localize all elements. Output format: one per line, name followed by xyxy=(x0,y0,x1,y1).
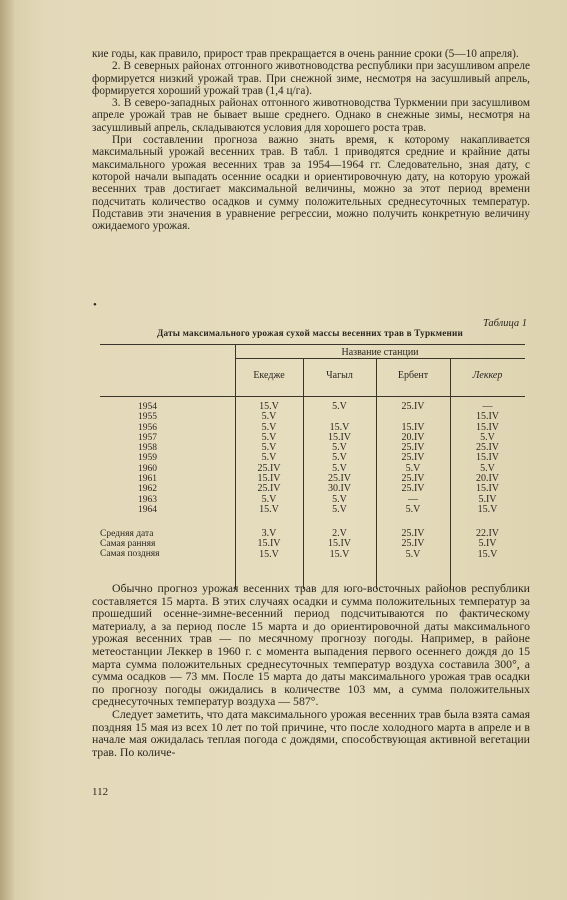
table-year-cell: 1959 xyxy=(138,453,157,464)
paragraph: кие годы, как правило, прирост трав прекращается в очень ранние сроки (5—10 апреля). xyxy=(92,48,519,60)
table-rule xyxy=(235,358,525,359)
table-cell: 15.IV xyxy=(475,483,500,495)
table-rule xyxy=(100,396,525,397)
table-summary-column xyxy=(376,529,450,560)
table-summary-cell: 5.IV xyxy=(478,538,497,550)
table-cell: 15.IV xyxy=(475,452,500,464)
table-cell: 15.V xyxy=(477,503,498,515)
table-cell: 5.V xyxy=(261,493,277,505)
table-column-header: Леккер xyxy=(472,370,503,381)
table-summary-cell: 15.IV xyxy=(257,538,281,550)
table-summary-cell: 3.V xyxy=(261,528,277,539)
table-year-cell: 1961 xyxy=(138,474,157,485)
table-cell: 5.V xyxy=(332,503,347,515)
table-cell: 5.V xyxy=(261,452,277,464)
table-cell: 15.V xyxy=(259,401,279,412)
table-cell: — xyxy=(408,493,418,505)
table-cell: 5.IV xyxy=(478,493,497,505)
table-cell: 5.V xyxy=(261,442,277,454)
table-cell: 15.IV xyxy=(401,421,425,433)
table-column-header: Ербент xyxy=(397,370,429,381)
paragraph: Следует заметить, что дата максимального урожая весенних трав была взята самая поздняя 15 мая из всех 10 лет по той причине, что после холодного марта в апреле и в начале мая ожидалась теплая погода с дождями, способствующая активной вегетации трав. По количе- xyxy=(92,706,530,759)
paragraph: 3. В северо-западных районах отгонного животноводства Туркмении при засушливом апреле урожай трав не бывает выше среднего. Однако в снежные зимы, несмотря на засушливый апрель, складываются условия для хорошего роста трав. xyxy=(92,97,530,134)
table-summary-labels xyxy=(100,529,160,559)
table-cell: 25.IV xyxy=(401,452,425,464)
table-cell: 25.IV xyxy=(327,473,352,485)
table-cell: 20.IV xyxy=(401,431,425,443)
table-cell: 25.IV xyxy=(401,442,425,454)
table-cell: 5.V xyxy=(405,503,421,515)
table-cell: 15.IV xyxy=(475,421,500,433)
table-cell: 25.IV xyxy=(257,483,281,495)
table-cell: 5.V xyxy=(332,401,347,412)
table-cell: 5.V xyxy=(261,431,277,443)
paragraph: При составлении прогноза важно знать время, к которому накапливается максимальный урожай весенних трав. В табл. 1 приводятся средние и крайние даты максимального урожая весенних трав за 1954—1964 гг. Следовательно, зная дату, с которой начали выпадать осенние осадки и ориентировочную дату, на которую урожай весенних трав достигает максимальной величины, можно за этот период времени подсчитать количество осадков и сумму положительных среднесуточных температур. Подставив эти значения в уравнение регрессии, можно получить конкретную величину ожидаемого урожая. xyxy=(92,134,530,233)
table-data-column xyxy=(303,402,376,515)
table-cell: 5.V xyxy=(480,431,495,443)
table-summary-cell: 25.IV xyxy=(401,538,425,550)
table-year-cell: 1960 xyxy=(138,463,157,474)
table-summary-cell: 15.V xyxy=(329,548,350,560)
table-summary-label: Самая поздняя xyxy=(100,549,160,559)
lower-text-block xyxy=(92,582,530,758)
table-year-cell: 1956 xyxy=(138,422,157,433)
table-summary-cell: 2.V xyxy=(332,528,347,539)
table-column-header: Чагыл xyxy=(326,370,353,381)
table-cell: 5.V xyxy=(261,411,277,423)
table-year-cell: 1963 xyxy=(138,494,157,505)
table-year-cell: 1962 xyxy=(138,484,157,495)
table-summary-column xyxy=(235,529,303,560)
table-summary-cell: 25.IV xyxy=(401,528,425,539)
table-cell: 15.IV xyxy=(475,411,500,423)
table-cell: 15.IV xyxy=(257,473,281,485)
table-data-column xyxy=(235,402,303,515)
paragraph: 2. В северных районах отгонного животноводства республики при засушливом апреле формируется низкий урожай трав. При снежной зиме, несмотря на засушливый апрель, формируется хороший урожай трав (1,4 ц/га). xyxy=(92,60,530,97)
table-number: Таблица 1 xyxy=(482,318,527,329)
table-cell: 25.IV xyxy=(257,462,281,474)
table-year-cell: 1955 xyxy=(138,412,157,423)
table-years-column xyxy=(138,402,157,515)
upper-text-block xyxy=(92,48,530,232)
table-cell: 5.V xyxy=(332,493,347,505)
page-number: 112 xyxy=(92,786,109,798)
table-cell: 5.V xyxy=(480,462,495,474)
table-cell: 5.V xyxy=(332,462,347,474)
table-column-header: Екедже xyxy=(253,370,285,381)
table-cell: 5.V xyxy=(405,462,421,474)
table-cell: 25.IV xyxy=(401,401,425,412)
paragraph: Обычно прогноз урожая весенних трав для юго-восточных районов республики составляется 15 марта. В этих случаях осадки и сумма положительных температур за прошедший осенне-зимне-весенний период подсчитываются по фактическому материалу, а за период после 15 марта и до ориентировочной даты максимального урожая весенних трав — по месячному прогнозу погоды. Например, в районе метеостанции Леккер в 1960 г. с момента выпадения первого осеннего дождя до 15 марта сумма положительных среднесуточных температур воздуха составила 300°, а сумма осадков — 73 мм. После 15 марта до даты максимального урожая трав осадки по прогнозу погоды ожидались в количестве 103 мм, а сумма положительных среднесуточных температур воздуха — 587°. xyxy=(92,581,530,709)
table-rule xyxy=(100,344,525,345)
table-cell: 5.V xyxy=(332,442,347,454)
table-summary-column xyxy=(450,529,525,560)
table-cell: 15.IV xyxy=(327,431,352,443)
table-year-cell: 1958 xyxy=(138,443,157,454)
table-summary-label: Средняя дата xyxy=(100,529,154,539)
table-caption: Даты максимального урожая сухой массы весенних трав в Туркмении xyxy=(157,328,463,338)
table-summary-cell: 5.V xyxy=(405,548,421,560)
table-year-cell: 1954 xyxy=(138,402,157,412)
table-data-column xyxy=(376,402,450,515)
table-summary-cell: 15.V xyxy=(477,548,498,560)
table-cell: 25.IV xyxy=(401,473,425,485)
table-summary-cell: 15.V xyxy=(259,548,279,560)
table-data-column xyxy=(450,402,525,515)
margin-dot: • xyxy=(93,299,97,311)
table-cell: 30.IV xyxy=(327,483,352,495)
table-group-header: Название станции xyxy=(341,347,419,358)
table-summary-label: Самая ранняя xyxy=(100,539,156,549)
table-summary-cell: 15.IV xyxy=(327,538,352,550)
table-cell: 5.V xyxy=(332,452,347,464)
table-cell: 15.V xyxy=(329,421,350,433)
table-summary-cell: 22.IV xyxy=(475,528,500,539)
table-cell: 25.IV xyxy=(475,442,500,454)
table-cell: 25.IV xyxy=(401,483,425,495)
table-summary-column xyxy=(303,529,376,560)
table-cell: 15.V xyxy=(259,503,279,515)
table-year-cell: 1964 xyxy=(138,504,157,515)
table-cell: 20.IV xyxy=(475,473,500,485)
table-cell: — xyxy=(482,401,493,412)
table-cell: 5.V xyxy=(261,421,277,433)
table-year-cell: 1957 xyxy=(138,432,157,443)
page-binding-shadow xyxy=(0,0,14,900)
